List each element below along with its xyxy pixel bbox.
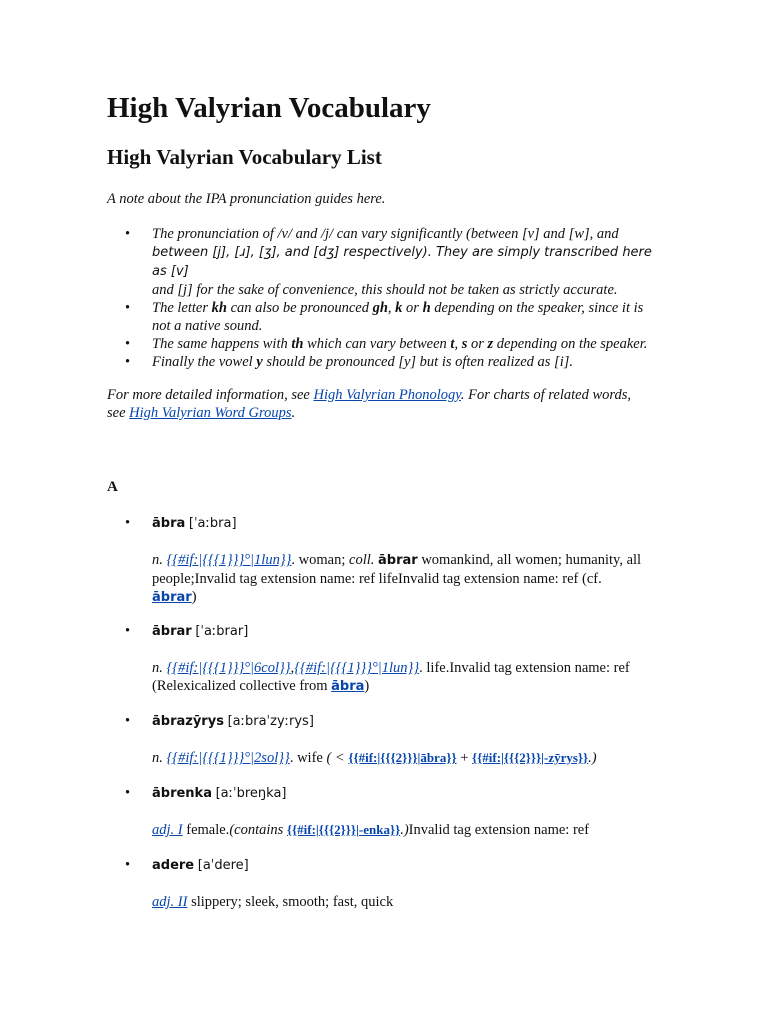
- ipa: [aːbraˈzyːrys]: [227, 714, 314, 729]
- declension-link[interactable]: {{#if:|{{{1}}}°|2sol}}: [166, 750, 290, 766]
- ipa: [ˈaːbra]: [188, 516, 237, 531]
- note-item: [107, 299, 652, 335]
- note-text: ,: [387, 300, 396, 316]
- declension-link[interactable]: {{#if:|{{{1}}}°|1lun}}: [294, 660, 420, 676]
- note-text: The same happens with: [152, 336, 292, 352]
- separator: ,: [290, 660, 295, 676]
- note-letter: z: [487, 336, 494, 352]
- definition-text: ): [191, 589, 197, 605]
- etymology-link[interactable]: {{#if:|{{{2}}}|-enka}}: [286, 822, 401, 837]
- phonology-link[interactable]: High Valyrian Phonology: [313, 387, 461, 403]
- definition-text: . woman;: [291, 552, 350, 568]
- etymology-text: (contains: [229, 822, 287, 838]
- entry-head: [107, 712, 667, 731]
- part-of-speech: n.: [152, 660, 163, 676]
- note-letter: kh: [211, 300, 227, 316]
- etymology-link[interactable]: {{#if:|{{{2}}}|-zȳrys}}: [472, 750, 589, 765]
- definition-text: female.: [182, 822, 230, 838]
- note-letter: th: [291, 336, 304, 352]
- etymology-text: ( <: [326, 750, 349, 766]
- entry-definition: [107, 893, 667, 911]
- note-text: depending on the speaker.: [493, 336, 648, 352]
- definition-text: . life.Invalid tag extension name: ref: [419, 660, 630, 676]
- intro-note: A note about the IPA pronunciation guides here.: [107, 191, 386, 207]
- definition-text: slippery; sleek, smooth; fast, quick: [187, 894, 394, 910]
- note-text: or: [402, 300, 423, 316]
- note-text: depending on the speaker, since it is not a native sound.: [152, 300, 644, 334]
- part-of-speech: n.: [152, 552, 163, 568]
- word-groups-link[interactable]: High Valyrian Word Groups: [129, 405, 292, 421]
- entry-definition: [107, 821, 667, 839]
- note-text: Finally the vowel: [152, 354, 257, 370]
- source-link[interactable]: ābra: [331, 679, 365, 694]
- more-text: . For charts of related words,: [460, 387, 631, 403]
- note-item: [107, 335, 652, 353]
- pronunciation-notes: [107, 225, 652, 371]
- headword: adere: [152, 858, 195, 873]
- note-letter: h: [422, 300, 431, 316]
- definition-text: Invalid tag extension name: ref: [408, 822, 590, 838]
- etymology-text: .): [588, 750, 597, 766]
- definition-text: womankind, all women; humanity, all: [417, 552, 642, 568]
- note-letter: y: [256, 354, 263, 370]
- note-item: [107, 225, 652, 299]
- headword: ābrenka: [152, 786, 212, 801]
- definition-text: (Relexicalized collective from: [152, 678, 332, 694]
- part-of-speech: n.: [152, 750, 163, 766]
- note-letter: t: [450, 336, 455, 352]
- note-letter: gh: [372, 300, 388, 316]
- more-text: see: [107, 405, 130, 421]
- section-letter: A: [107, 479, 118, 495]
- entry-definition: [107, 551, 667, 607]
- related-word: ābrar: [378, 553, 418, 568]
- ipa: [ˈaːbrar]: [195, 624, 249, 639]
- headword: ābra: [152, 516, 186, 531]
- definition-text: . wife: [289, 750, 327, 766]
- entry-definition: [107, 749, 667, 767]
- entry-abrenka: [107, 784, 667, 839]
- part-of-speech-link[interactable]: adj. I: [152, 822, 183, 838]
- entry-abrazyrys: [107, 712, 667, 767]
- more-text: .: [291, 405, 296, 421]
- headword: ābrar: [152, 624, 192, 639]
- note-text: between [j], [ɹ], [ʒ], and [dʒ] respectively). They are simply transcribed here as [v]: [152, 245, 652, 279]
- more-text: For more detailed information, see: [107, 387, 314, 403]
- note-text: and [j] for the sake of convenience, this should not be taken as strictly accurate.: [152, 282, 618, 298]
- note-letter: s: [461, 336, 468, 352]
- definition-text: ): [364, 678, 370, 694]
- note-text: The letter: [152, 300, 212, 316]
- note-text: or: [467, 336, 488, 352]
- page-title: High Valyrian Vocabulary: [107, 92, 431, 124]
- note-text: ,: [454, 336, 462, 352]
- etymology-text: .): [400, 822, 409, 838]
- collective-label: coll.: [349, 552, 375, 568]
- note-text: can also be pronounced: [226, 300, 373, 316]
- definition-text: +: [456, 750, 473, 766]
- entry-abra: [107, 514, 667, 607]
- note-text: The pronunciation of /v/ and /j/ can vary significantly (between [v] and [w], and: [152, 226, 619, 242]
- note-item: [107, 353, 652, 371]
- note-text: which can vary between: [303, 336, 451, 352]
- declension-link[interactable]: {{#if:|{{{1}}}°|1lun}}: [166, 552, 292, 568]
- note-text: should be pronounced [y] but is often realized as [i].: [262, 354, 573, 370]
- entry-definition: [107, 659, 667, 696]
- headword: ābrazȳrys: [152, 714, 224, 729]
- entry-head: [107, 856, 667, 875]
- list-heading: High Valyrian Vocabulary List: [107, 145, 382, 169]
- entry-head: [107, 622, 667, 641]
- note-letter: k: [395, 300, 403, 316]
- more-info: [107, 386, 667, 422]
- ipa: [aˈdere]: [197, 858, 249, 873]
- cf-link[interactable]: ābrar: [152, 590, 192, 605]
- entry-abrar: [107, 622, 667, 696]
- declension-link[interactable]: {{#if:|{{{1}}}°|6col}}: [166, 660, 291, 676]
- entry-adere: [107, 856, 667, 911]
- ipa: [aːˈbreŋka]: [215, 786, 287, 801]
- etymology-link[interactable]: {{#if:|{{{2}}}|ābra}}: [348, 750, 457, 765]
- definition-text: people;Invalid tag extension name: ref lifeInvalid tag extension name: ref (cf.: [152, 571, 602, 587]
- entry-head: [107, 514, 667, 533]
- entry-head: [107, 784, 667, 803]
- part-of-speech-link[interactable]: adj. II: [152, 894, 188, 910]
